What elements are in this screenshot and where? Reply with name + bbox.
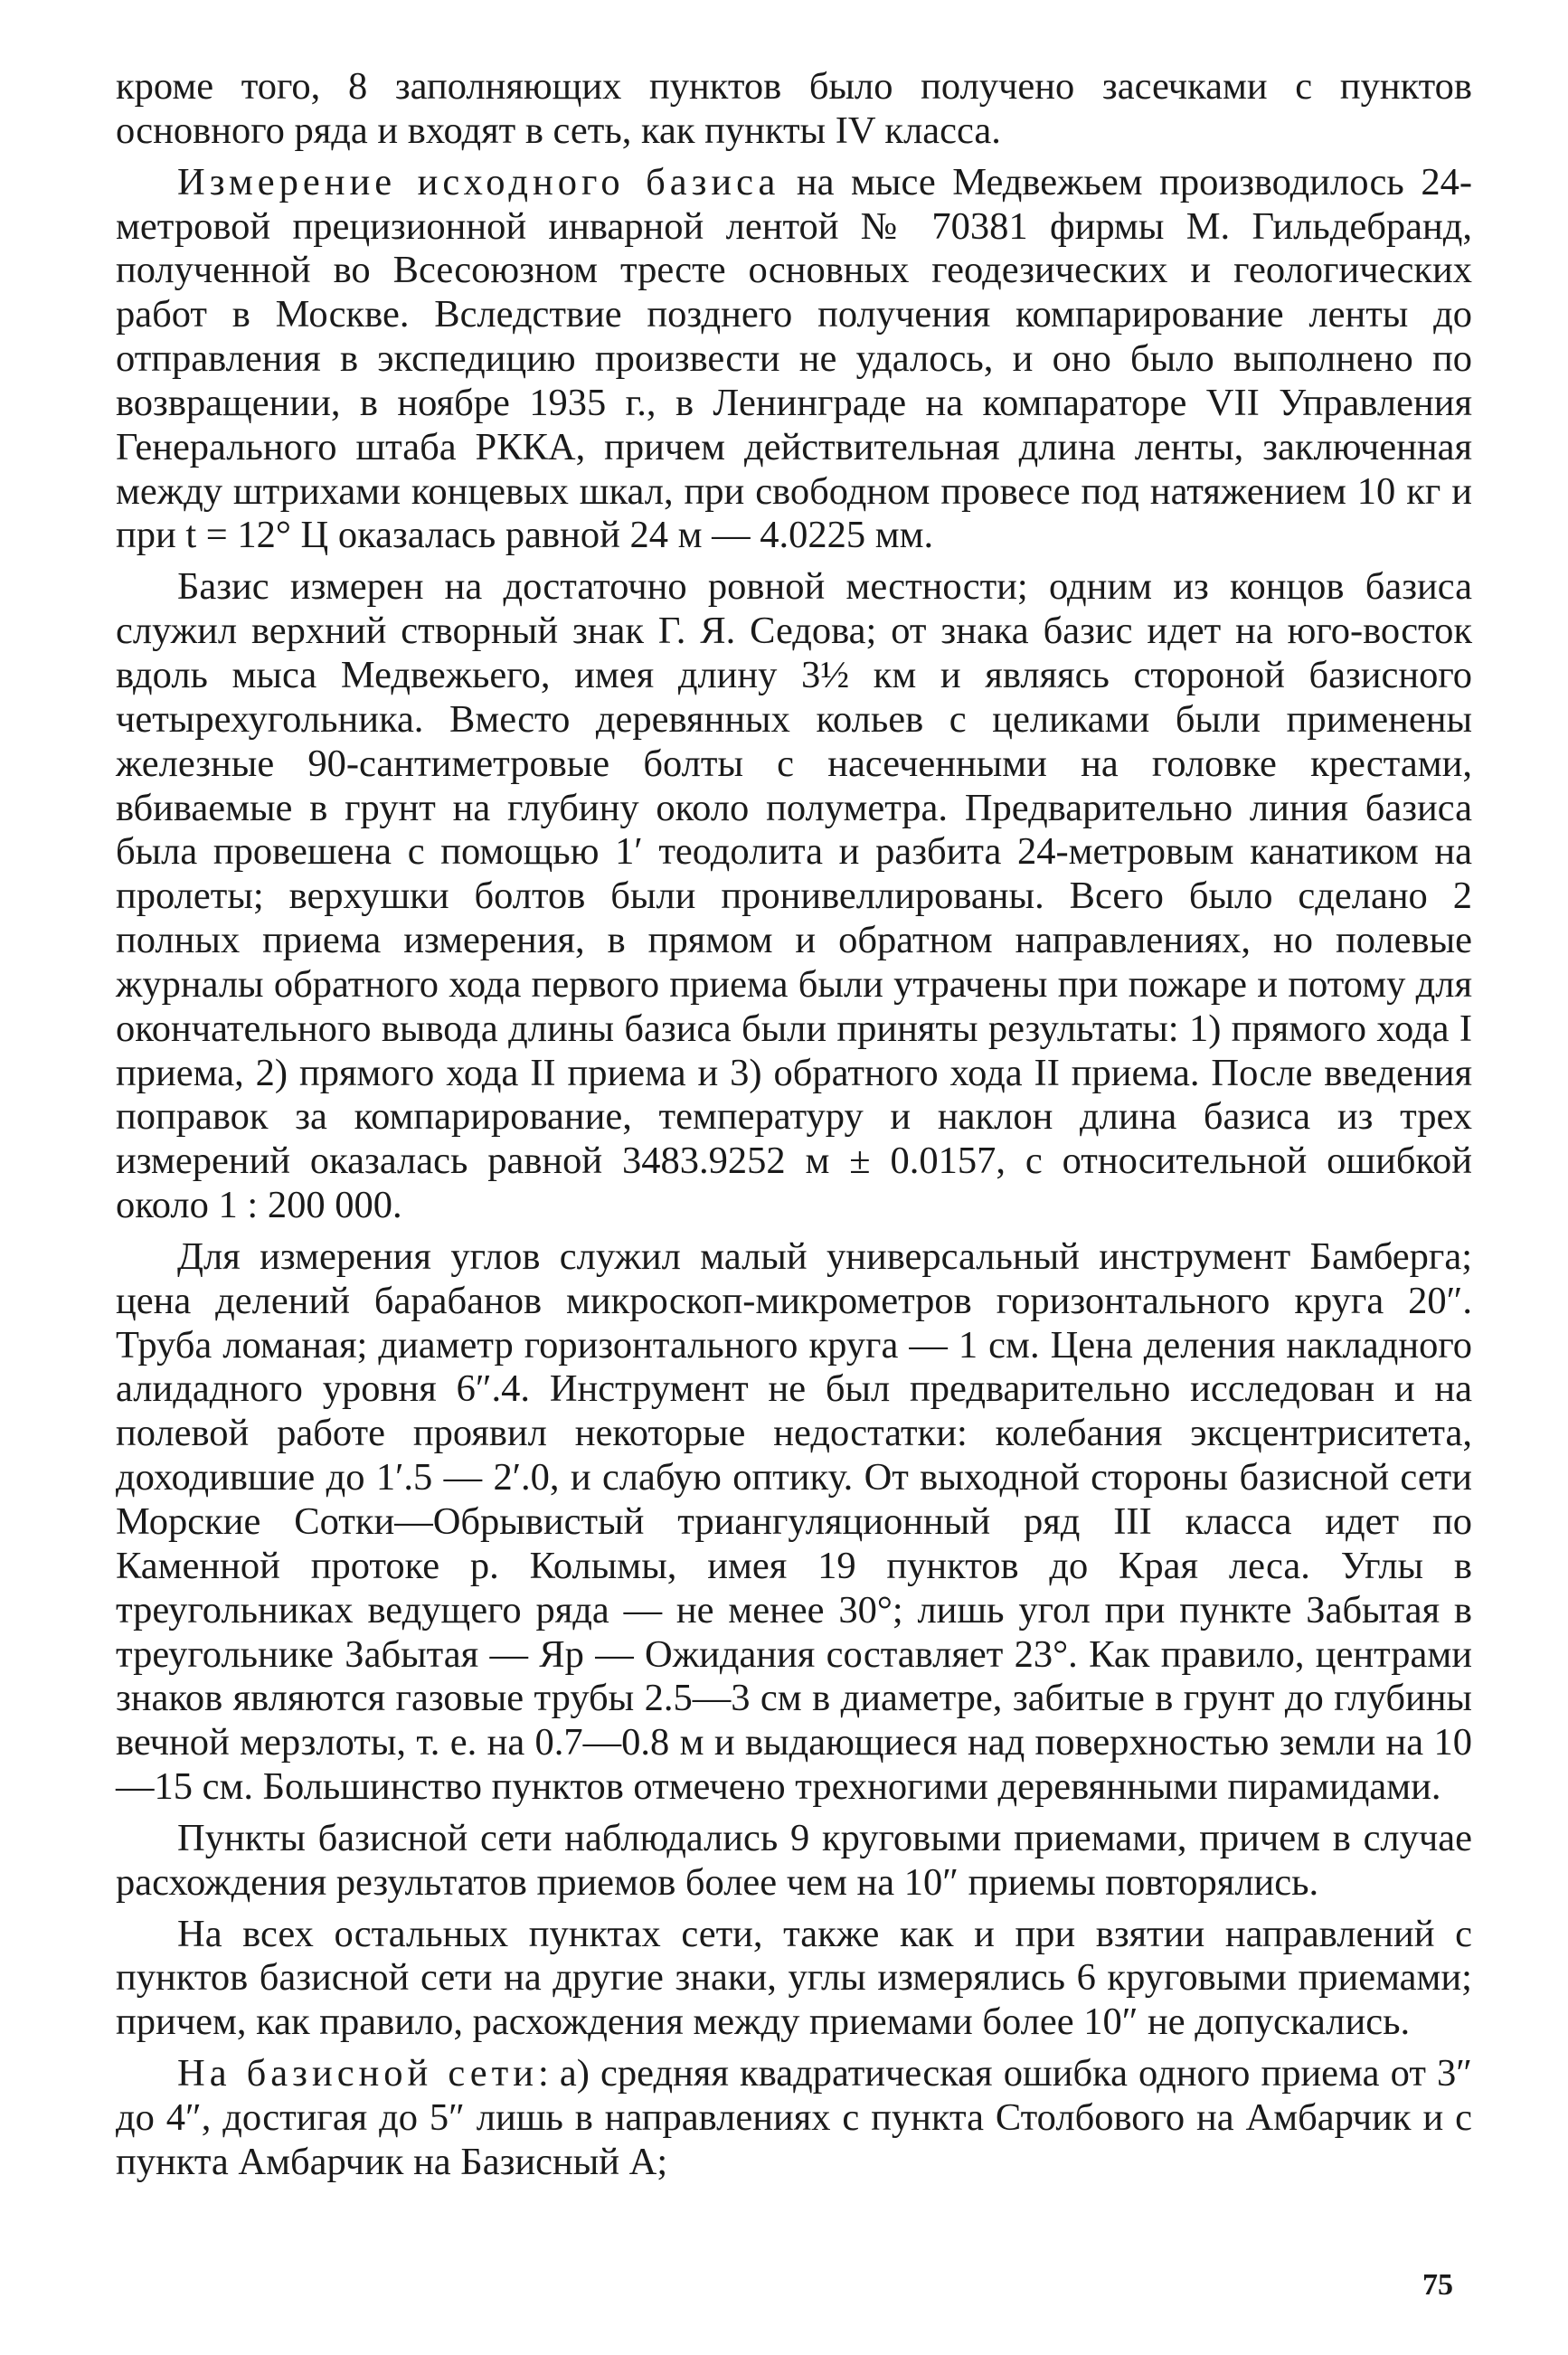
paragraph-7 xyxy=(116,2052,1472,2185)
paragraph-4 xyxy=(116,1235,1472,1810)
document-page xyxy=(116,65,1472,2185)
paragraph-text: Для измерения углов служил малый универсальный инструмент Бамберга; цена делений барабанов микроскоп-микрометров горизонтального круга 20″. Труба ломаная; диаметр горизонтального круга — 1 см. Цена деления накладного алидадного уровня 6″.4. Инструмент не был предварительно исследован и на полевой работе проявил некоторые недостатки: колебания эксцентриситета, доходившие до 1′.5 — 2′.0, и слабую оптику. От выходной стороны базисной сети Морские Сотки—Обрывистый триангуляционный ряд III класса идет по Каменной протоке р. Колымы, имея 19 пунктов до Края леса. Углы в треугольниках ведущего ряда — не менее 30°; лишь угол при пункте Забытая в треугольнике Забытая — Яр — Ожидания составляет 23°. Как правило, центрами знаков являются газовые трубы 2.5—3 см в диаметре, забитые в грунт до глубины вечной мерзлоты, т. е. на 0.7—0.8 м и выдающиеся над поверхностью земли на 10—15 см. Большинство пунктов отмечено трехногими деревянными пирамидами. xyxy=(116,1234,1472,1809)
paragraph-lead: Измерение исходного базиса xyxy=(177,160,780,203)
paragraph-1 xyxy=(116,65,1472,154)
paragraph-text: кроме того, 8 заполняющих пунктов было получено засечками с пунктов основного ряда и входят в сеть, как пункты IV класса. xyxy=(116,65,1472,152)
paragraph-6 xyxy=(116,1913,1472,2046)
page-number: 75 xyxy=(1422,2268,1453,2302)
paragraph-3 xyxy=(116,565,1472,1228)
paragraph-2 xyxy=(116,161,1472,559)
paragraph-text: На всех остальных пунктах сети, также как и при взятии направлений с пунктов базисной сети на другие знаки, углы измерялись 6 круговыми приемами; причем, как правило, расхождения между приемами более 10″ не допускались. xyxy=(116,1912,1472,2044)
paragraph-lead: На базисной сети xyxy=(177,2052,538,2095)
paragraph-text: : а) средняя квадратическая ошибка одного приема от 3″ до 4″, достигая до 5″ лишь в направлениях с пункта Столбового на Амбарчик и с пункта Амбарчик на Базисный А; xyxy=(116,2052,1472,2183)
paragraph-text: Пункты базисной сети наблюдались 9 круговыми приемами, причем в случае расхождения результатов приемов более чем на 10″ приемы повторялись. xyxy=(116,1816,1472,1904)
paragraph-text: Базис измерен на достаточно ровной местности; одним из концов базиса служил верхний створный знак Г. Я. Седова; от знака базис идет на юго-восток вдоль мыса Медвежьего, имея длину 3½ км и являясь стороной базисного четырехугольника. Вместо деревянных кольев с целиками были применены железные 90-сантиметровые болты с насеченными на головке крестами, вбиваемые в грунт на глубину около полуметра. Предварительно линия базиса была провешена с помощью 1′ теодолита и разбита 24-метровым канатиком на пролеты; верхушки болтов были пронивеллированы. Всего было сделано 2 полных приема измерения, в прямом и обратном направлениях, но полевые журналы обратного хода первого приема были утрачены при пожаре и потому для окончательного вывода длины базиса были приняты результаты: 1) прямого хода I приема, 2) прямого хода II приема и 3) обратного хода II приема. После введения поправок за компарирование, температуру и наклон длина базиса из трех измерений оказалась равной 3483.9252 м ± 0.0157, с относительной ошибкой около 1 : 200 000. xyxy=(116,565,1472,1227)
paragraph-text: на мысе Медвежьем производилось 24-метровой прецизионной инварной лентой № 70381 фирмы М. Гильдебранд, полученной во Всесоюзном тресте основных геодезических и геологических работ в Москве. Вследствие позднего получения компарирование ленты до отправления в экспедицию произвести не удалось, и оно было выполнено по возвращении, в ноябре 1935 г., в Ленинграде на компараторе VII Управления Генерального штаба РККА, причем действительная длина ленты, заключенная между штрихами концевых шкал, при свободном провесе под натяжением 10 кг и при t = 12° Ц оказалась равной 24 м — 4.0225 мм. xyxy=(116,160,1472,557)
paragraph-5 xyxy=(116,1817,1472,1906)
